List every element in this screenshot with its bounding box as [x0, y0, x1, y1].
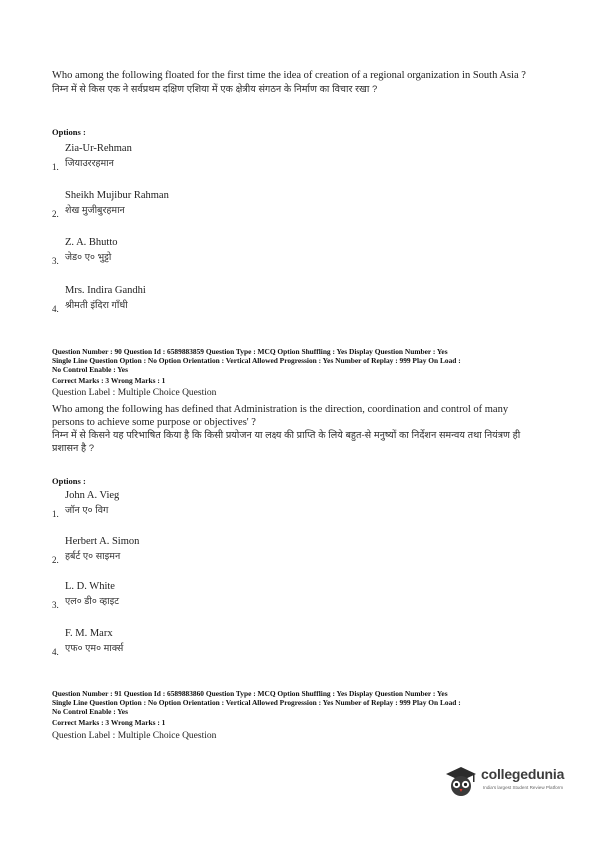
- graduate-owl-logo-icon: [443, 762, 479, 798]
- option-text-hi: शेख मुजीबुरहमान: [65, 205, 125, 216]
- option-number: 4.: [52, 647, 59, 657]
- option-text-en: L. D. White: [65, 581, 115, 592]
- option-text-hi: एफ० एम० मार्क्स: [65, 643, 124, 654]
- option-text-en: Sheikh Mujibur Rahman: [65, 190, 169, 201]
- option-text-en: Zia-Ur-Rehman: [65, 143, 132, 154]
- question-90-label: Question Label : Multiple Choice Question: [52, 388, 217, 398]
- option-number: 1.: [52, 162, 59, 172]
- logo-tagline: India's largest Student Review Platform: [483, 785, 564, 790]
- option-text-en: John A. Vieg: [65, 490, 120, 501]
- question-91-meta-line-1: Question Number : 91 Question Id : 6589883860 Question Type : MCQ Option Shuffling : Yes Display Question Number : Yes: [52, 689, 448, 698]
- option-number: 3.: [52, 600, 59, 610]
- question-90-option-4[interactable]: [52, 628, 352, 668]
- question-90-option-2[interactable]: [52, 536, 352, 576]
- question-90-text-en: Who among the following has defined that Administration is the direction, coordination and control of many persons to achieve some purpose or objectives' ?: [52, 404, 509, 428]
- question-89-option-4[interactable]: [52, 285, 352, 325]
- question-90-meta-line-2: Single Line Question Option : No Option Orientation : Vertical Allowed Progression : Yes Number of Replay : 999 Play On Load :: [52, 356, 461, 365]
- question-89-options-heading: Options :: [52, 127, 86, 137]
- logo-name: collegedunia: [481, 766, 565, 782]
- option-number: 2.: [52, 555, 59, 565]
- question-89-text-en: Who among the following floated for the first time the idea of creation of a regional organization in South Asia ?: [52, 70, 526, 81]
- option-number: 1.: [52, 509, 59, 519]
- option-text-en: F. M. Marx: [65, 628, 113, 639]
- question-90-meta-line-1: Question Number : 90 Question Id : 6589883859 Question Type : MCQ Option Shuffling : Yes Display Question Number : Yes: [52, 347, 448, 356]
- question-89-option-2[interactable]: [52, 190, 352, 230]
- option-number: 4.: [52, 304, 59, 314]
- option-text-en: Z. A. Bhutto: [65, 237, 118, 248]
- collegedunia-logo: [443, 762, 565, 802]
- option-number: 2.: [52, 209, 59, 219]
- question-90-meta-line-3: No Control Enable : Yes: [52, 365, 128, 374]
- question-91-marks: Correct Marks : 3 Wrong Marks : 1: [52, 718, 166, 727]
- question-90-option-1[interactable]: [52, 490, 352, 530]
- option-text-hi: श्रीमती इंदिरा गाँधी: [65, 300, 128, 311]
- question-90-options-heading: Options :: [52, 476, 86, 486]
- option-text-hi: जेड० ए० भुट्टो: [65, 252, 112, 263]
- question-90-marks: Correct Marks : 3 Wrong Marks : 1: [52, 376, 166, 385]
- option-text-en: Herbert A. Simon: [65, 536, 140, 547]
- question-90: [52, 404, 542, 455]
- question-89-option-3[interactable]: [52, 237, 352, 277]
- question-91-meta-line-3: No Control Enable : Yes: [52, 707, 128, 716]
- option-text-hi: हर्बर्ट ए० साइमन: [65, 551, 121, 562]
- question-90-option-3[interactable]: [52, 581, 352, 621]
- question-91-label: Question Label : Multiple Choice Question: [52, 731, 217, 741]
- question-90-text-hi: निम्न में से किसने यह परिभाषित किया है कि किसी प्रयोजन या लक्ष्य की प्राप्ति के लिये बहुत-से मनुष्यों का निर्देशन समन्वय तथा नियंत्रण ही प्रशासन है ?: [52, 430, 521, 454]
- question-89-option-1[interactable]: [52, 143, 352, 183]
- option-text-hi: जॉन ए० विग: [65, 505, 109, 516]
- question-91-meta-line-2: Single Line Question Option : No Option Orientation : Vertical Allowed Progression : Yes Number of Replay : 999 Play On Load :: [52, 698, 461, 707]
- option-number: 3.: [52, 256, 59, 266]
- question-89: [52, 70, 542, 96]
- option-text-hi: जियाउररहमान: [65, 158, 114, 169]
- question-89-text-hi: निम्न में से किस एक ने सर्वप्रथम दक्षिण एशिया में एक क्षेत्रीय संगठन के निर्माण का विचार रखा ?: [52, 83, 378, 95]
- option-text-en: Mrs. Indira Gandhi: [65, 285, 146, 296]
- option-text-hi: एल० डी० व्हाइट: [65, 596, 120, 607]
